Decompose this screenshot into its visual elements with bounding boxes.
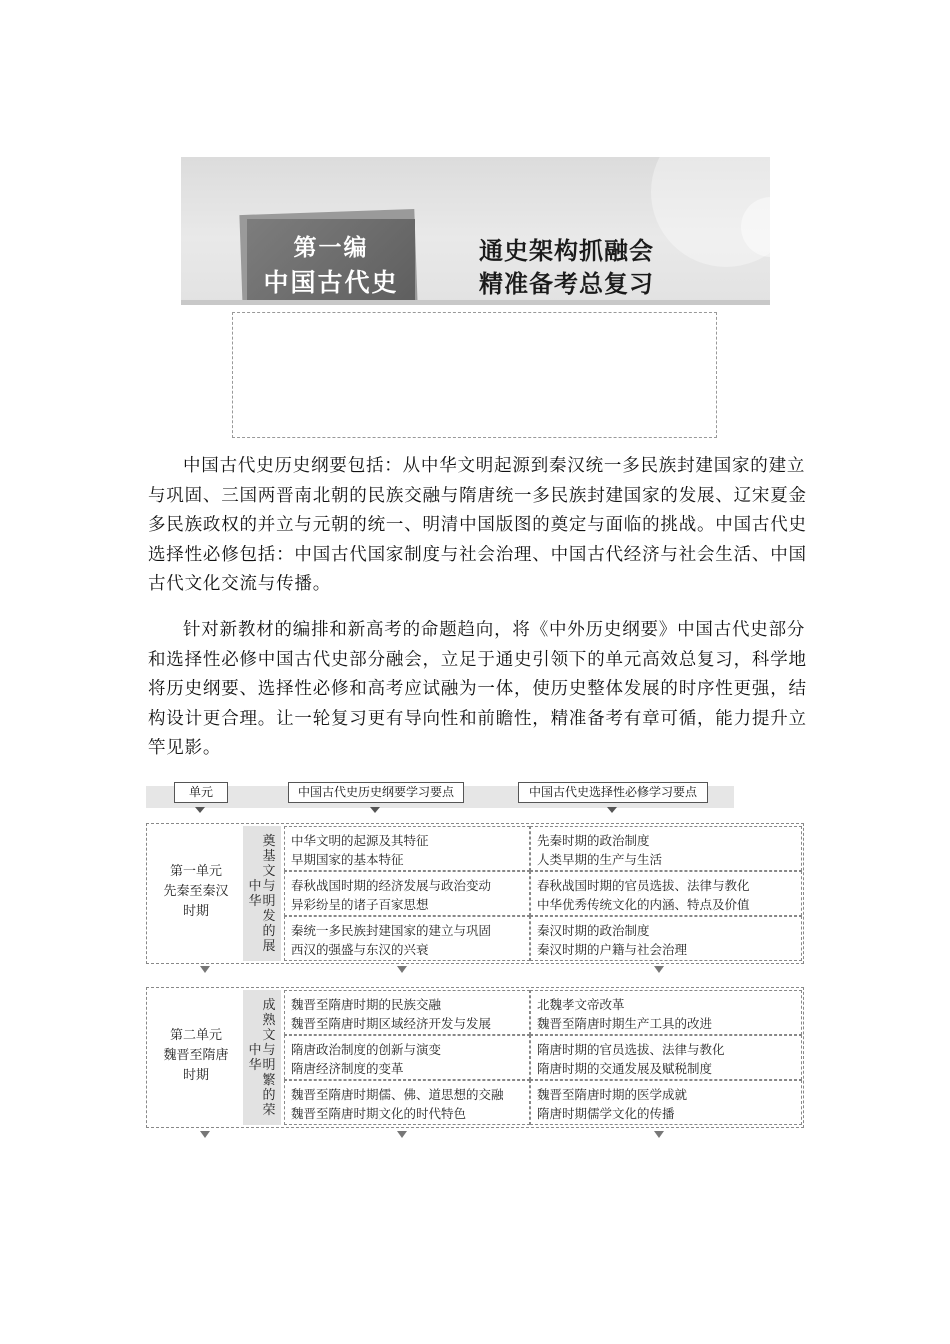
cell-line: 隋唐经济制度的变革 [291,1061,404,1076]
study-points-table [146,782,806,1144]
unit-name [155,862,237,922]
unit-name-line: 时期 [182,904,209,919]
elective-cell [530,871,802,916]
elective-cell [530,916,802,961]
down-arrow-icon [397,1131,407,1138]
theme-chars: 明发 [262,893,276,924]
theme-chars: 的展 [262,923,276,954]
outline-cell [284,1080,530,1125]
cell-line: 隋唐政治制度的创新与演变 [291,1042,442,1057]
unit-name-line: 先秦至秦汉 [163,884,229,899]
cell-line: 隋唐时期儒学文化的传播 [537,1106,675,1121]
down-arrow-icon [654,966,664,973]
cell-line: 隋唐时期的官员选拔、法律与教化 [537,1042,725,1057]
cell-line: 先秦时期的政治制度 [537,833,650,848]
header-arrow-icon [195,807,205,813]
section-number: 第一编 [293,234,369,261]
banner-title [479,235,654,301]
cell-line: 秦统一多民族封建国家的建立与巩固 [291,923,492,938]
header-arrow-icon [607,807,617,813]
cell-line: 春秋战国时期的官员选拔、法律与教化 [537,878,750,893]
cell-line: 中华文明的起源及其特征 [291,833,429,848]
cell-line: 魏晋至隋唐时期儒、佛、道思想的交融 [291,1087,504,1102]
banner-bottom-strip [181,300,770,305]
down-arrow-icon [397,966,407,973]
header-outline-points: 中国古代史历史纲要学习要点 [288,782,464,803]
cell-line: 隋唐时期的交通发展及赋税制度 [537,1061,713,1076]
outline-cell [284,871,530,916]
chapter-banner [181,157,770,305]
unit-name-line: 第一单元 [169,864,222,879]
cell-line: 魏晋至隋唐时期文化的时代特色 [291,1106,467,1121]
intro-paragraph: 中国古代史历史纲要包括：从中华文明起源到秦汉统一多民族封建国家的建立与巩固、三国两晋南北朝的民族交融与隋唐统一多民族封建国家的发展、辽宋夏金多民族政权的并立与元朝的统一、明清中国版图的奠定与面临的挑战。中国古代史选择性必修包括：中国古代国家制度与社会治理、中国古代经济与社会生活、中国古代文化交流与传播。 [148,456,807,594]
theme-chars: 文与 [262,1027,276,1058]
theme-col-left [248,879,262,909]
unit-theme [243,826,281,961]
unit-name-line: 第二单元 [169,1028,222,1043]
header-unit: 单元 [174,782,228,803]
theme-col-right [262,834,276,954]
elective-cell [530,1080,802,1125]
outline-cell [284,990,530,1035]
cell-line: 异彩纷呈的诸子百家思想 [291,897,429,912]
empty-dashed-frame [232,312,717,438]
unit-name-line: 魏晋至隋唐 [163,1048,229,1063]
cell-line: 魏晋至隋唐时期的民族交融 [291,997,442,1012]
section-title: 中国古代史 [263,268,399,297]
cell-line: 人类早期的生产与生活 [537,852,663,867]
outline-cell [284,916,530,961]
banner-title-line1: 通史架构抓融会 [479,237,654,265]
down-arrow-icon [200,1131,210,1138]
theme-chars: 成熟 [262,997,276,1028]
down-arrow-icon [654,1131,664,1138]
header-arrow-icon [370,807,380,813]
elective-cell [530,826,802,871]
cell-line: 秦汉时期的户籍与社会治理 [537,942,688,957]
unit-block-1 [146,823,804,964]
section-tag [247,219,415,305]
elective-cell [530,990,802,1035]
theme-chars: 奠基 [262,833,276,864]
theme-chars: 文与 [262,863,276,894]
unit-theme [243,990,281,1125]
cell-line: 中华优秀传统文化的内涵、特点及价值 [537,897,750,912]
theme-chars: 明繁 [262,1057,276,1088]
cell-line: 西汉的强盛与东汉的兴衰 [291,942,429,957]
elective-cell [530,1035,802,1080]
cell-line: 早期国家的基本特征 [291,852,404,867]
theme-col-left [248,1043,262,1073]
unit-name-line: 时期 [182,1068,209,1083]
outline-cell [284,1035,530,1080]
cell-line: 春秋战国时期的经济发展与政治变动 [291,878,492,893]
theme-col-right [262,998,276,1118]
theme-chars: 中华 [248,878,262,909]
theme-chars: 中华 [248,1042,262,1073]
cell-line: 北魏孝文帝改革 [537,997,625,1012]
down-arrow-icon [200,966,210,973]
outline-cell [284,826,530,871]
unit-name [155,1026,237,1086]
cell-line: 魏晋至隋唐时期的医学成就 [537,1087,688,1102]
cell-line: 魏晋至隋唐时期生产工具的改进 [537,1016,713,1031]
unit-block-2 [146,987,804,1128]
method-paragraph: 针对新教材的编排和新高考的命题趋向，将《中外历史纲要》中国古代史部分和选择性必修中国古代史部分融会，立足于通史引领下的单元高效总复习，科学地将历史纲要、选择性必修和高考应试融为一体，使历史整体发展的时序性更强，结构设计更合理。让一轮复习更有导向性和前瞻性，精准备考有章可循，能力提升立竿见影。 [148,620,807,758]
cell-line: 魏晋至隋唐时期区域经济开发与发展 [291,1016,492,1031]
banner-title-line2: 精准备考总复习 [479,270,654,298]
theme-chars: 的荣 [262,1087,276,1118]
cell-line: 秦汉时期的政治制度 [537,923,650,938]
header-elective-points: 中国古代史选择性必修学习要点 [518,782,708,803]
